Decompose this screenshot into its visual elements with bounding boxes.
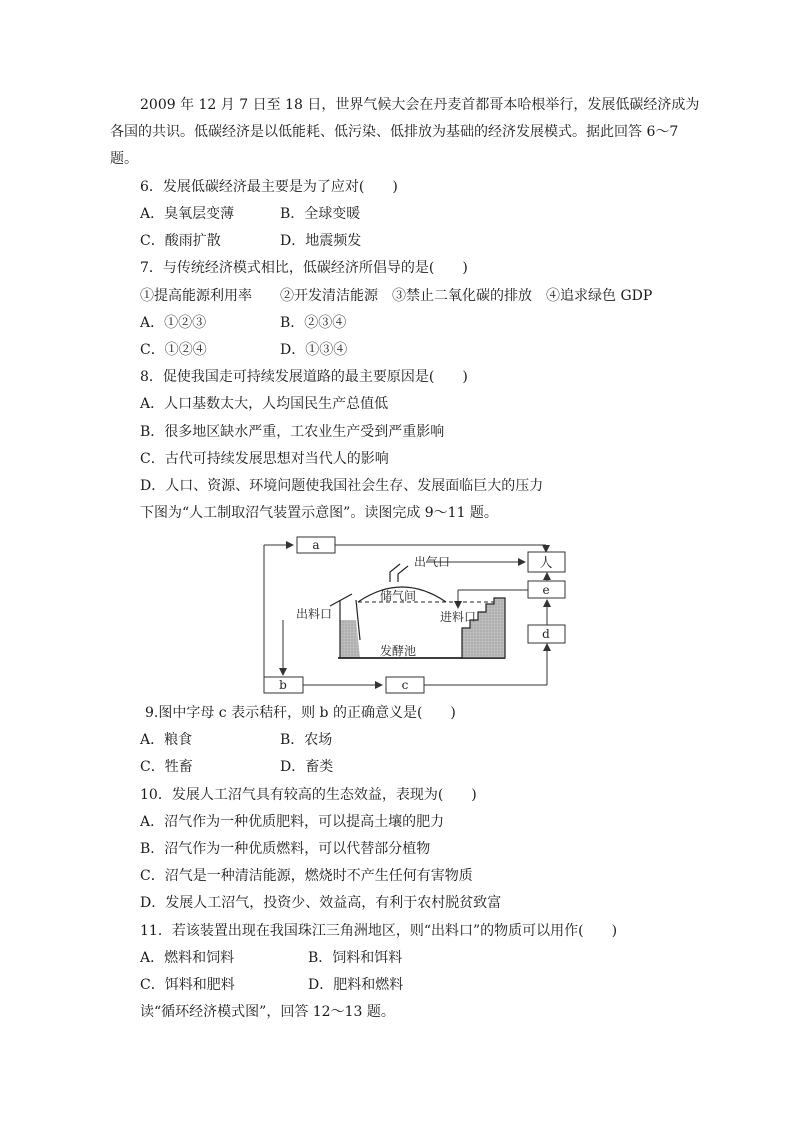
q9-option-d: D．畜类 — [280, 759, 334, 775]
q6-option-a: A．臭氧层变薄 — [140, 206, 235, 222]
intro-line-1: 2009 年 12 月 7 日至 18 日，世界气候大会在丹麦首都哥本哈根举行，发展低碳经济成为 — [140, 97, 700, 113]
q8-option-b: B．很多地区缺水严重，工农业生产受到严重影响 — [140, 424, 445, 440]
intro-line-2: 各国的共识。低碳经济是以低能耗、低污染、低排放为基础的经济发展模式。据此回答 6～7 — [110, 124, 679, 140]
q10-option-a: A．沼气作为一种优质肥料，可以提高土壤的肥力 — [140, 814, 445, 830]
q7-option-d: D．①③④ — [280, 342, 348, 358]
label-e: e — [542, 583, 550, 597]
label-fermentation-pool: 发酵池 — [380, 644, 417, 658]
label-ren: 人 — [539, 556, 553, 571]
q7-option-c: C．①②④ — [140, 342, 207, 358]
label-material-outlet: 出料口 — [296, 607, 333, 621]
closing-line: 读“循环经济模式图”，回答 12～13 题。 — [140, 1004, 395, 1020]
q10-option-b: B．沼气作为一种优质燃料，可以代替部分植物 — [140, 841, 431, 857]
label-a: a — [312, 538, 320, 552]
q8-option-a: A．人口基数太大，人均国民生产总值低 — [140, 396, 389, 412]
label-gas-outlet: 出气口 — [414, 555, 451, 569]
q6-option-c: C．酸雨扩散 — [140, 233, 221, 249]
q8-option-d: D．人口、资源、环境问题使我国社会生存、发展面临巨大的压力 — [140, 478, 544, 494]
q11-option-a: A．燃料和饲料 — [140, 950, 235, 966]
q8-stem: 8．促使我国走可持续发展道路的最主要原因是( ) — [140, 369, 468, 385]
q11-stem: 11．若该装置出现在我国珠江三角洲地区，则“出料口”的物质可以用作( ) — [140, 923, 618, 939]
q6-option-b: B．全球变暖 — [280, 206, 361, 222]
q7-stem: 7．与传统经济模式相比，低碳经济所倡导的是( ) — [140, 260, 468, 276]
label-b: b — [279, 678, 287, 692]
q10-option-d: D．发展人工沼气，投资少、效益高，有利于农村脱贫致富 — [140, 895, 502, 911]
q9-option-c: C．牲畜 — [140, 759, 193, 775]
label-gas-storage: 储气间 — [380, 589, 417, 603]
q9-option-a: A．粮食 — [140, 732, 193, 748]
q11-option-d: D．肥料和燃料 — [308, 977, 404, 993]
label-c: c — [401, 678, 409, 692]
q6-stem: 6．发展低碳经济最主要是为了应对( ) — [140, 179, 398, 195]
q11-option-b: B．饲料和饵料 — [308, 950, 403, 966]
q7-option-a: A．①②③ — [140, 315, 207, 331]
q9-stem: 9.图中字母 c 表示秸秆，则 b 的正确意义是( ) — [145, 705, 456, 721]
q10-option-c: C．沼气是一种清洁能源，燃烧时不产生任何有害物质 — [140, 868, 473, 884]
q8-option-c: C．古代可持续发展思想对当代人的影响 — [140, 451, 389, 467]
figure-intro: 下图为“人工制取沼气装置示意图”。读图完成 9～11 题。 — [140, 505, 498, 521]
intro-line-3: 题。 — [110, 151, 138, 167]
q7-items: ①提高能源利用率 ②开发清洁能源 ③禁止二氧化碳的排放 ④追求绿色 GDP — [140, 288, 653, 304]
label-d: d — [542, 627, 550, 641]
q9-option-b: B．农场 — [280, 732, 333, 748]
q11-option-c: C．饵料和肥料 — [140, 977, 235, 993]
label-material-inlet: 进料口 — [440, 610, 477, 624]
q6-option-d: D．地震频发 — [280, 233, 362, 249]
fermentation-tank — [330, 564, 505, 658]
q10-stem: 10．发展人工沼气具有较高的生态效益，表现为( ) — [140, 787, 477, 803]
q7-option-b: B．②③④ — [280, 315, 347, 331]
